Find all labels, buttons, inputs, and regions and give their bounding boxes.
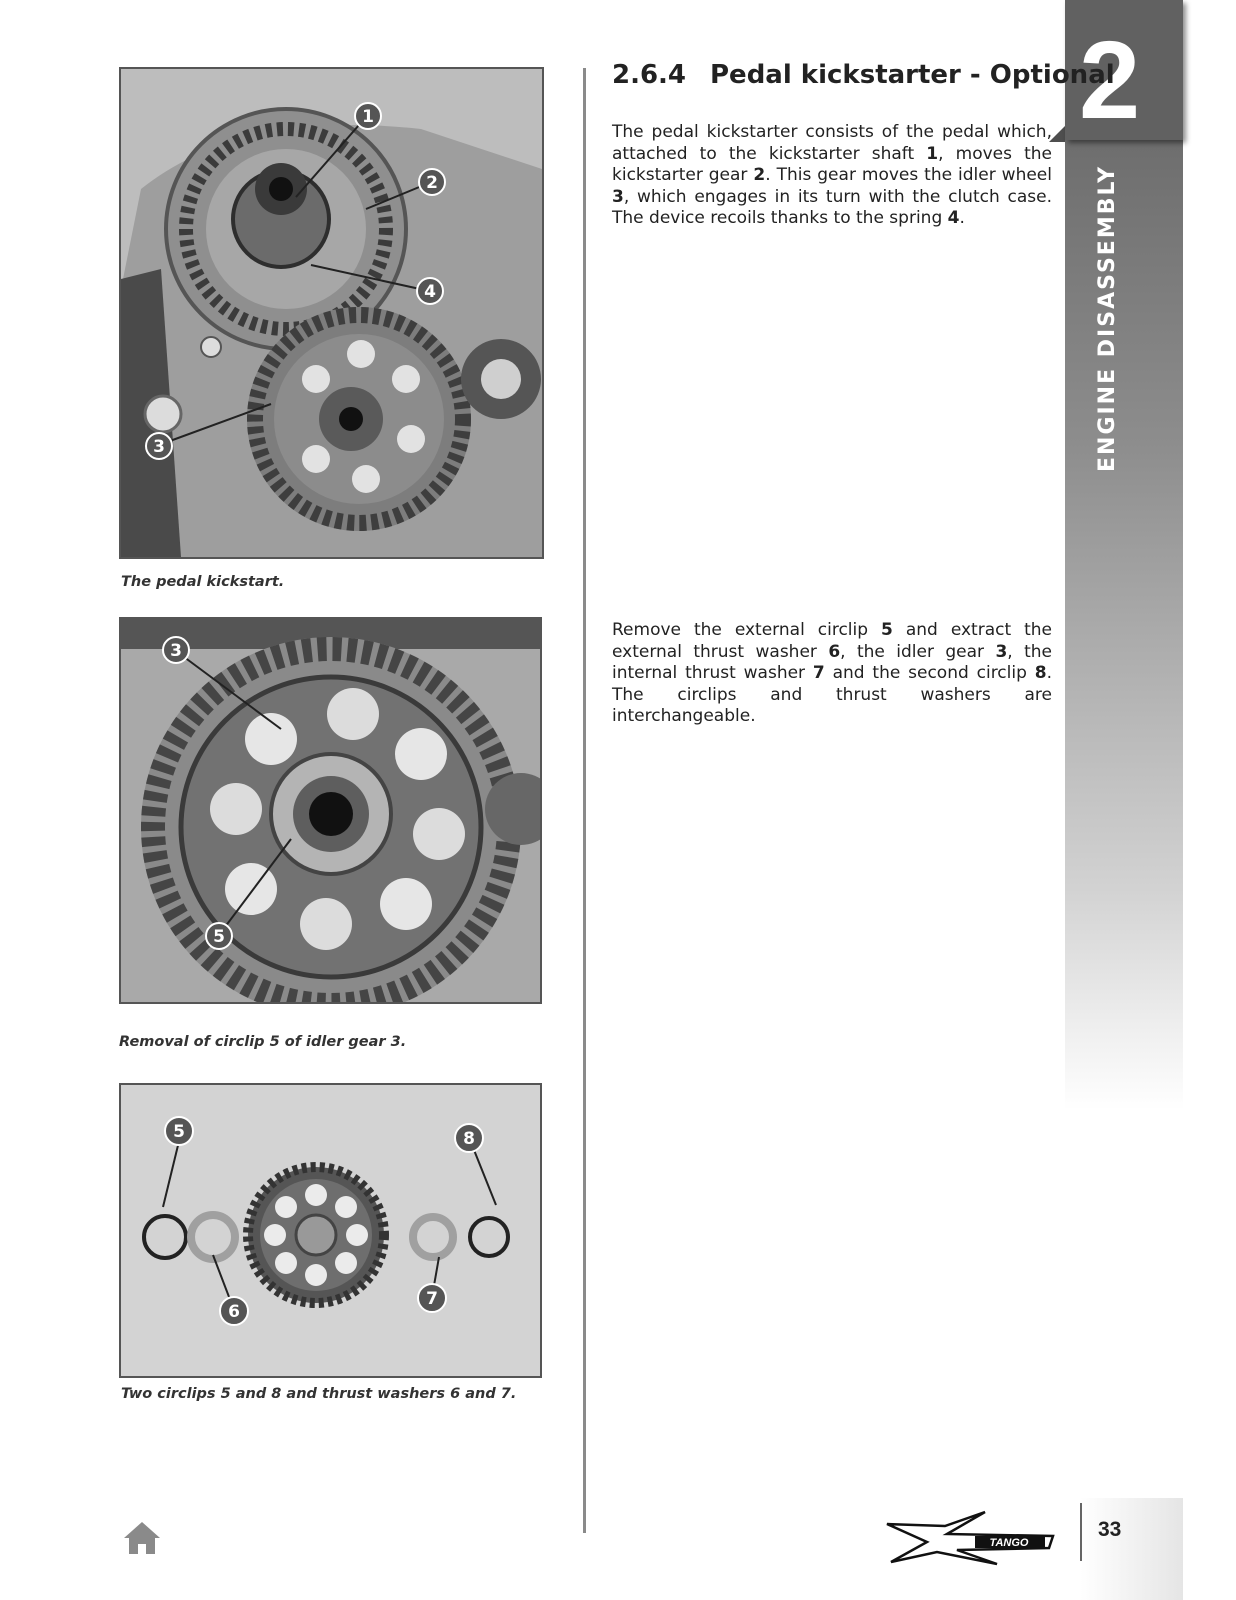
footer-rule: [1080, 1503, 1082, 1561]
text-segment: , which engages in its turn with the clutch case. The device recoils thanks to the spring: [612, 186, 1052, 229]
section-number: 2.6.4: [612, 60, 687, 90]
text-segment: . This gear moves the idler wheel: [765, 165, 1052, 186]
text-segment: .: [959, 208, 965, 229]
reference-number: 1: [926, 143, 939, 164]
reference-number: 8: [1034, 663, 1047, 684]
reference-number: 4: [947, 208, 960, 229]
callout-4: 4: [424, 282, 436, 302]
callout-1: 1: [362, 107, 374, 127]
text-segment: and the second circlip: [824, 663, 1035, 684]
text-segment: , the idler gear: [840, 641, 996, 662]
chapter-number: 2: [1079, 19, 1141, 142]
text-segment: , the internal thrust washer: [612, 641, 1052, 684]
callout-2: 2: [426, 173, 438, 193]
callout-3b: 3: [170, 641, 182, 661]
intro-paragraph: [612, 122, 1052, 230]
page-number: 33: [1098, 1518, 1122, 1541]
logo-text: TANGO: [989, 1537, 1029, 1549]
figure-1-photo: [119, 67, 544, 559]
chapter-title: ENGINE DISASSEMBLY: [1095, 164, 1120, 472]
footer-bar: [1080, 1498, 1183, 1600]
text-segment: , moves the kickstarter gear: [612, 143, 1052, 186]
callout-5b: 5: [213, 927, 225, 947]
reference-number: 5: [881, 620, 893, 640]
removal-paragraph: [612, 620, 1052, 728]
figure-2-caption: Removal of circlip 5 of idler gear 3.: [119, 1034, 407, 1050]
reference-number: 3: [612, 186, 624, 207]
text-segment: Remove the external circlip: [612, 620, 882, 640]
reference-number: 6: [828, 641, 841, 662]
callout-6c: 6: [228, 1302, 240, 1322]
text-segment: and extract the external thrust washer: [612, 620, 1052, 662]
column-divider: [583, 68, 586, 1533]
section-title: Pedal kickstarter - Optional: [710, 60, 1115, 90]
text-segment: The pedal kickstarter consists of the pedal which, attached to the kickstarter shaft: [612, 122, 1052, 164]
reference-number: 3: [995, 641, 1008, 662]
text-segment: . The circlips and thrust washers are interchangeable.: [612, 663, 1052, 727]
reference-number: 7: [812, 663, 825, 684]
section-heading: [612, 60, 1115, 90]
home-icon[interactable]: [122, 1520, 162, 1556]
chapter-sidebar: [1065, 0, 1183, 1110]
callout-3: 3: [153, 437, 165, 457]
figure-2-photo: [119, 617, 542, 1004]
callout-7c: 7: [426, 1289, 438, 1309]
figure-1-caption: The pedal kickstart.: [121, 574, 285, 590]
figure-3-photo: [119, 1083, 542, 1378]
x-logo-icon: [885, 1510, 1055, 1566]
reference-number: 2: [753, 165, 766, 186]
figure-3-caption: Two circlips 5 and 8 and thrust washers 6 and 7.: [121, 1386, 517, 1402]
callout-5c: 5: [173, 1122, 185, 1142]
callout-8c: 8: [463, 1129, 475, 1149]
